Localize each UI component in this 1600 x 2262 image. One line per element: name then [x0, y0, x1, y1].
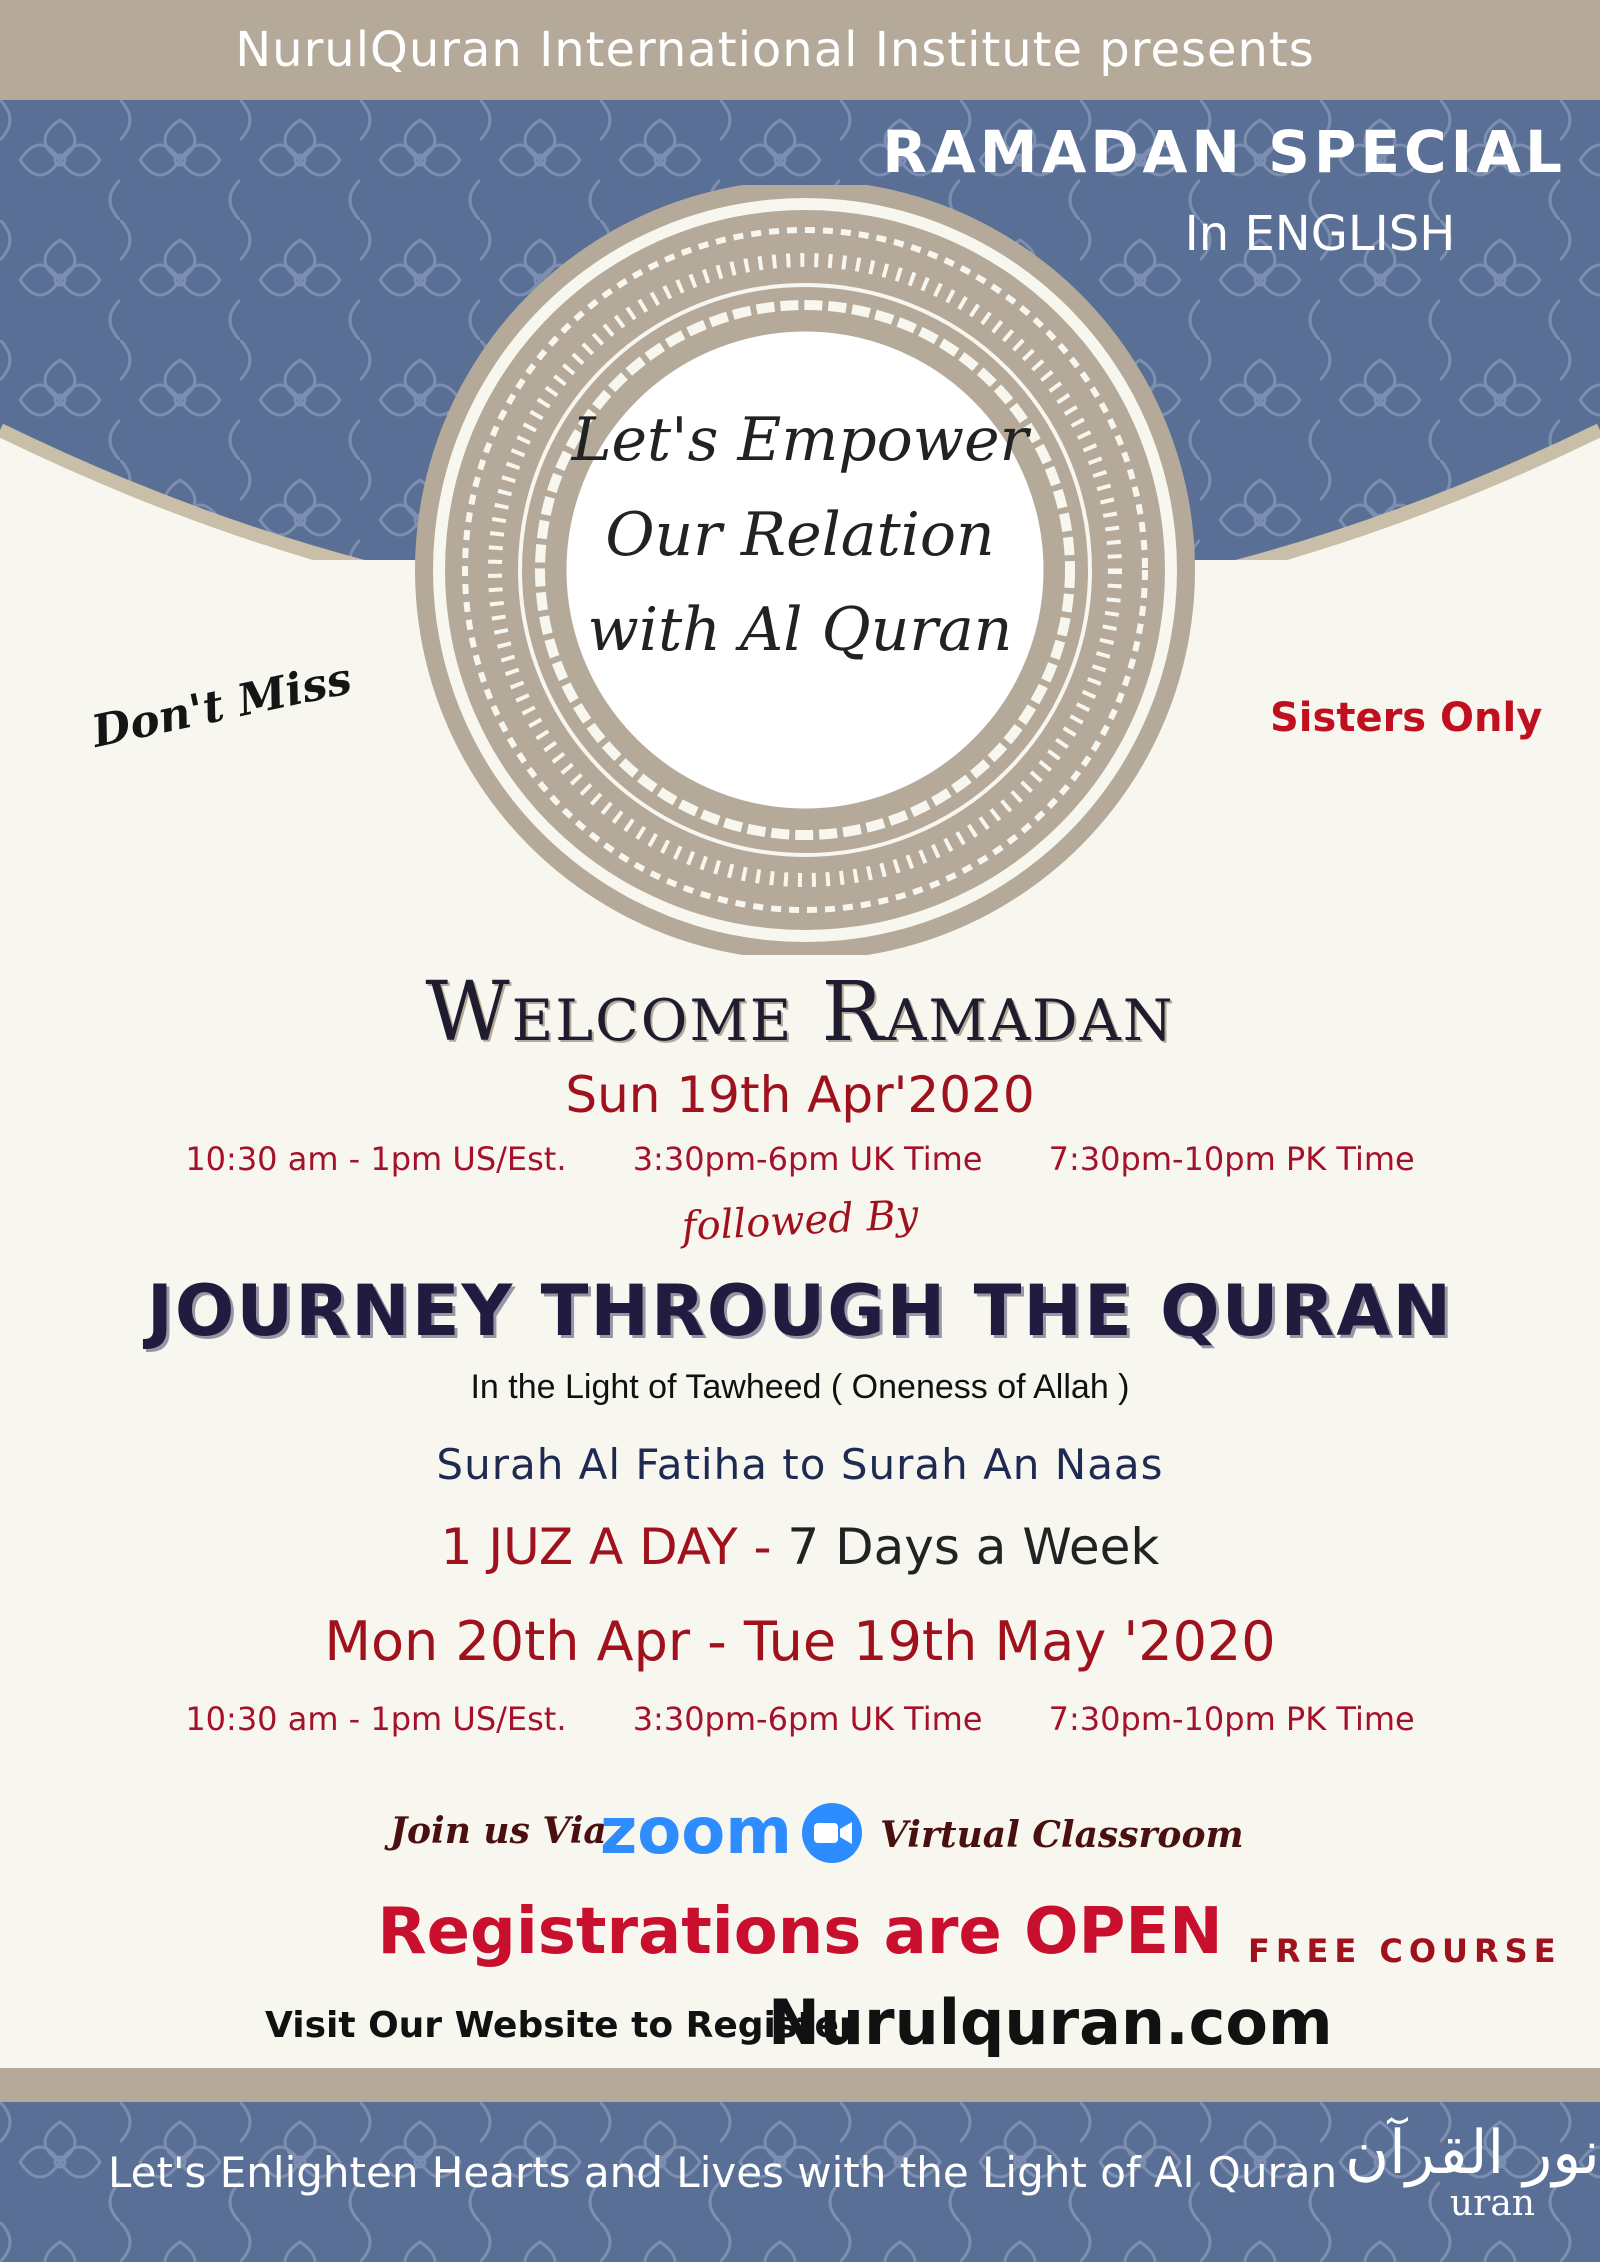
medallion-line-1: Let's Empower [571, 405, 1029, 475]
website-link[interactable]: Nurulquran.com [768, 1986, 1333, 2059]
audience-label: Sisters Only [1270, 695, 1543, 741]
presenter-title: NurulQuran International Institute presents [235, 22, 1315, 78]
welcome-date: Sun 19th Apr'2020 [565, 1066, 1035, 1124]
footer-tagline: Let's Enlighten Hearts and Lives with the Light of Al Quran [108, 2148, 1338, 2197]
welcome-time-uk: 3:30pm-6pm UK Time [632, 1140, 983, 1178]
bottom-divider [0, 2068, 1600, 2102]
language-label: In ENGLISH [1184, 206, 1456, 262]
followed-by-label: followed By [680, 1191, 920, 1251]
registrations-open-label: Registrations are OPEN [377, 1895, 1223, 1969]
course-frequency-days: 7 Days a Week [787, 1518, 1160, 1576]
zoom-logo-icon [600, 1795, 870, 1875]
visit-website-label: Visit Our Website to Register [265, 2005, 857, 2046]
course-subtitle: In the Light of Tawheed ( Oneness of Allah ) [470, 1368, 1130, 1406]
ramadan-special-badge: RAMADAN SPECIAL [882, 118, 1566, 186]
course-frequency [0, 1518, 1600, 1576]
medallion-line-2: Our Relation [605, 500, 995, 570]
logo-arabic-text: نور القرآن [1345, 2118, 1600, 2188]
course-frequency-juz: 1 JUZ A DAY - [440, 1518, 788, 1576]
zoom-wordmark: zoom [600, 1795, 792, 1869]
free-course-label: FREE COURSE [1248, 1932, 1562, 1970]
medallion-line-3: with Al Quran [587, 595, 1013, 665]
course-range: Surah Al Fatiha to Surah An Naas [436, 1440, 1164, 1489]
welcome-time-us: 10:30 am - 1pm US/Est. [185, 1140, 567, 1178]
nurulquran-logo [1345, 2120, 1600, 2222]
logo-latin-text: uran [1449, 2183, 1535, 2224]
welcome-title: Welcome Ramadan [425, 965, 1175, 1060]
welcome-time-pk: 7:30pm-10pm PK Time [1048, 1140, 1415, 1178]
course-times [0, 1700, 1600, 1738]
virtual-classroom-label: Virtual Classroom [880, 1814, 1244, 1856]
course-time-us: 10:30 am - 1pm US/Est. [185, 1700, 567, 1738]
course-title: JOURNEY THROUGH THE QURAN [146, 1270, 1454, 1352]
medallion-frame [395, 185, 1215, 955]
course-time-uk: 3:30pm-6pm UK Time [632, 1700, 983, 1738]
course-dates: Mon 20th Apr - Tue 19th May '2020 [324, 1610, 1276, 1673]
course-time-pk: 7:30pm-10pm PK Time [1048, 1700, 1415, 1738]
dont-miss-label: Don't Miss [87, 653, 356, 758]
join-via-label: Join us Via [390, 1810, 607, 1852]
